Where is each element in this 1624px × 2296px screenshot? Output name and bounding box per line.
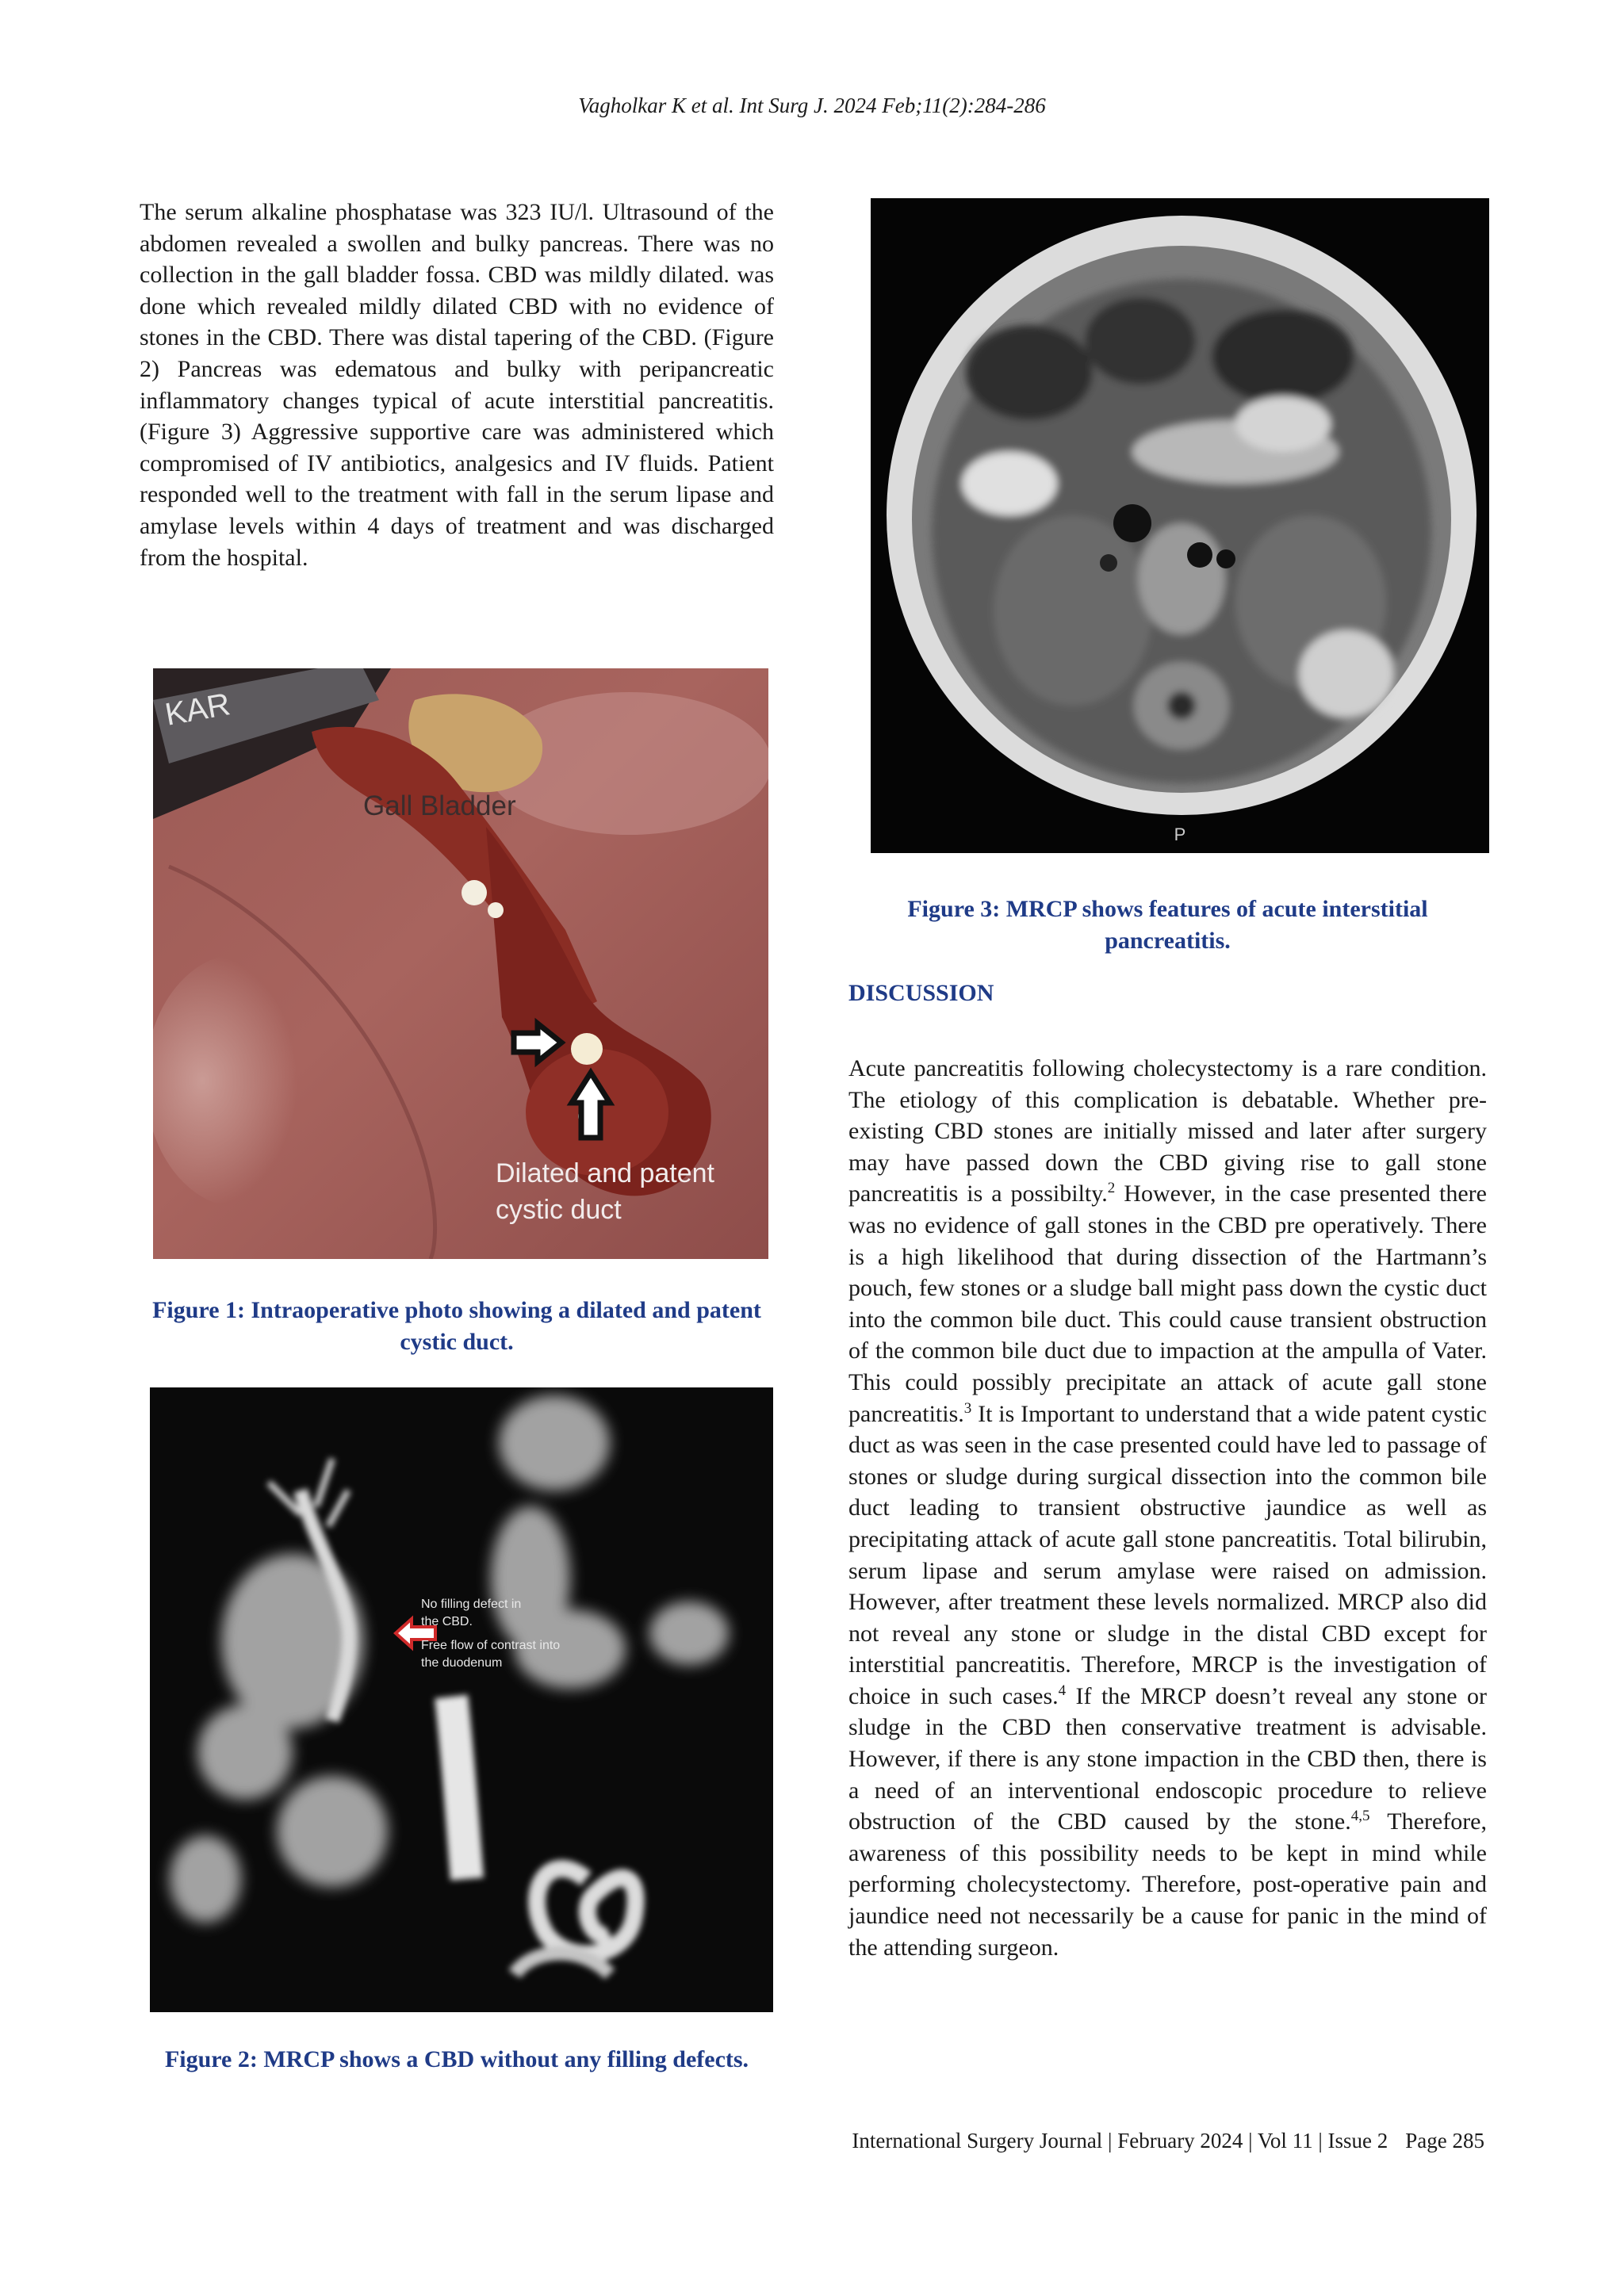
citation-2: 2 xyxy=(1107,1180,1116,1197)
discussion-text-b: However, in the case presented there was no evidence of gall stones in the CBD pre operatively. There is a high likelihood that during dissection of the Hartmann’s pouch, few stones or a sludge ball might pass down the cystic duct into the common bile duct. This could cause transient obstruction of the common bile duct due to impaction at the ampulla of Vater. This could possibly precipitate an attack of acute gall stone pancreatitis. xyxy=(848,1181,1487,1427)
discussion-text-e: Therefore, awareness of this possibility needs to be kept in mind while performing cholecystectomy. Therefore, post-operative pain and jaundice need not necessarily be a cause for panic in the mind of the attending surgeon. xyxy=(848,1808,1487,1961)
running-header: Vagholkar K et al. Int Surg J. 2024 Feb;11(2):284-286 xyxy=(578,94,1046,117)
figure1-caption: Figure 1: Intraoperative photo showing a dilated and patent cystic duct. xyxy=(152,1297,761,1355)
discussion-text-d: If the MRCP doesn’t reveal any stone or sludge in the CBD then conservative treatment is advisable. However, if there is any stone impaction in the CBD then, there is a need of an interventional endoscopic procedure to relieve obstruction of the CBD caused by the stone. xyxy=(848,1682,1487,1835)
dilated-duct-label-line1: Dilated and patent xyxy=(496,1158,714,1188)
discussion-heading: DISCUSSION xyxy=(848,980,994,1006)
right-column xyxy=(848,1053,1487,1963)
page-number: Page 285 xyxy=(1405,2129,1484,2152)
page-footer xyxy=(852,2129,1484,2153)
figure3-axial-mri-image xyxy=(871,198,1489,853)
discussion-paragraph xyxy=(848,1053,1487,1963)
figure2-mrcp-image xyxy=(150,1387,773,2012)
figure2-label-line1: No filling defect in xyxy=(421,1598,522,1611)
figure2-label-line4: the duodenum xyxy=(421,1656,503,1670)
citation-3: 3 xyxy=(963,1399,972,1417)
figure2-label-line3: Free flow of contrast into xyxy=(421,1639,561,1652)
footer-journal: International Surgery Journal | February 2024 | Vol 11 | Issue 2 xyxy=(852,2129,1388,2152)
dilated-duct-label-line2: cystic duct xyxy=(496,1195,622,1225)
case-paragraph: The serum alkaline phosphatase was 323 IU/l. Ultrasound of the abdomen revealed a swollen and bulky pancreas. There was no collection in the gall bladder fossa. CBD was mildly dilated. was done which revealed mildly dilated CBD with no evidence of stones in the CBD. There was distal tapering of the CBD. (Figure 2) Pancreas was edematous and bulky with peripancreatic inflammatory changes typical of acute interstitial pancreatitis. (Figure 3) Aggressive supportive care was administered which compromised of IV antibiotics, analgesics and IV fluids. Patient responded well to the treatment with fall in the serum lipase and amylase levels within 4 days of treatment and was discharged from the hospital. xyxy=(140,199,774,571)
citation-4: 4 xyxy=(1058,1682,1067,1699)
figure3-marker: P xyxy=(1174,825,1186,844)
discussion-text-a: Acute pancreatitis following cholecystectomy is a rare condition. The etiology of this complication is debatable. Whether pre-existing CBD stones are initially missed and later after surgery may have passed down the CBD giving rise to gall stone pancreatitis is a possibilty. xyxy=(848,1055,1487,1207)
figure1-intraoperative-photo xyxy=(153,668,768,1259)
gall-bladder-label: Gall Bladder xyxy=(363,790,516,821)
figure2-caption: Figure 2: MRCP shows a CBD without any filling defects. xyxy=(164,2046,749,2072)
discussion-text-c: It is Important to understand that a wide patent cystic duct as was seen in the case presented could have led to passage of stones or sludge during surgical dissection into the common bile duct leading to transient obstructive jaundice as well as precipitating attack of acute gall stone pancreatitis. Total bilirubin, serum lipase and serum amylase were raised on admission. However, after treatment these levels normalized. MRCP also did not reveal any stone or sludge in the distal CBD except for interstitial pancreatitis. Therefore, MRCP is the investigation of choice in such cases. xyxy=(848,1400,1487,1709)
left-column xyxy=(140,197,774,573)
figure2-label-line2: the CBD. xyxy=(421,1615,473,1628)
citation-4-5: 4,5 xyxy=(1350,1808,1370,1825)
svg-text:KAR: KAR xyxy=(162,687,233,733)
figure3-caption: Figure 3: MRCP shows features of acute interstitial pancreatitis. xyxy=(907,896,1428,954)
